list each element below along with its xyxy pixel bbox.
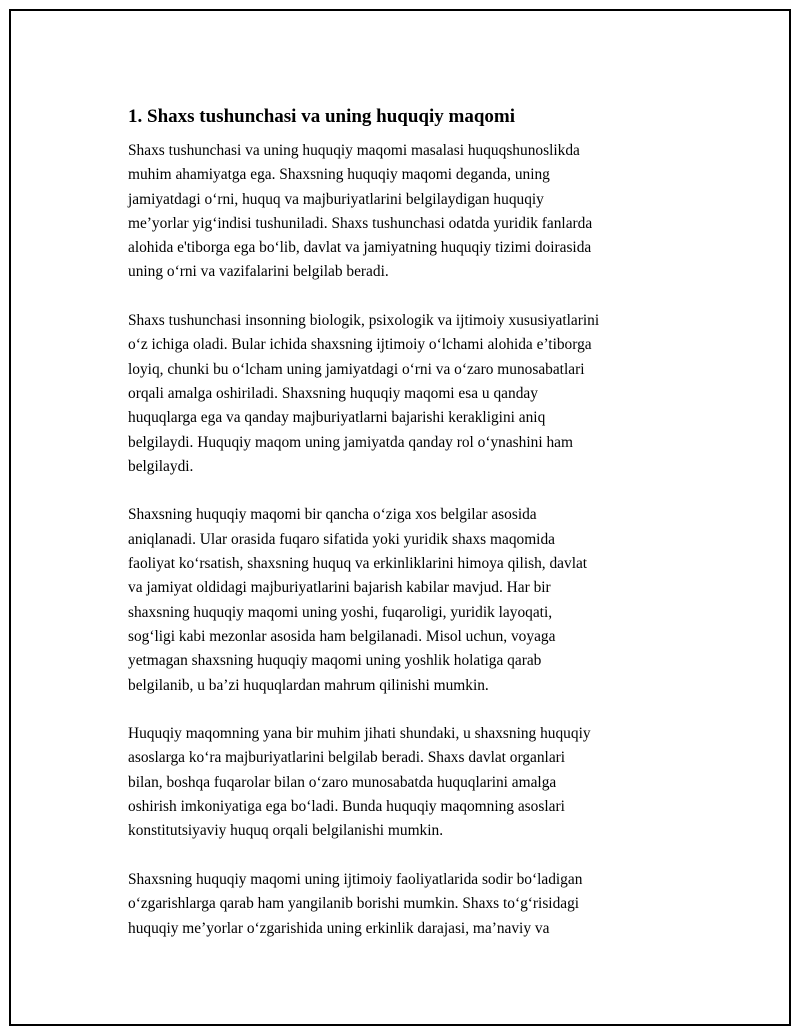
document-page — [9, 9, 791, 1026]
paragraph-5: Shaxsning huquqiy maqomi uning ijtimoiy faoliyatlarida sodir bo‘ladigan o‘zgarishlarga qarab ham yangilanib borishi mumkin. Shaxs to‘g‘risidagi huquqiy me’yorlar o‘zgarishida uning erkinlik darajasi, ma’naviy va — [128, 870, 583, 937]
paragraph-4: Huquqiy maqomning yana bir muhim jihati shundaki, u shaxsning huquqiy asoslarga ko‘ra majburiyatlarini belgilab beradi. Shaxs davlat organlari bilan, boshqa fuqarolar bilan o‘zaro munosabatda huquqlarini amalga oshirish imkoniyatiga ega bo‘ladi. Bunda huquqiy maqomning asoslari konstitutsiyaviy huquq orqali belgilanishi mumkin. — [128, 725, 591, 840]
paragraph-2: Shaxs tushunchasi insonning biologik, psixologik va ijtimoiy xususiyatlarini o‘z ichiga oladi. Bular ichida shaxsning ijtimoiy o‘lchami alohida e’tiborga loyiq, chunki bu o‘lcham uning jamiyatdagi o‘rni va o‘zaro munosabatlari orqali amalga oshiriladi. Shaxsning huquqiy maqomi esa u qanday huquqlarga ega va qanday majburiyatlarni bajarishi kerakligini aniq belgilaydi. Huquqiy maqom uning jamiyatda qanday rol o‘ynashini ham belgilaydi. — [128, 312, 600, 475]
paragraph-1: Shaxs tushunchasi va uning huquqiy maqomi masalasi huquqshunoslikda muhim ahamiyatga ega. Shaxsning huquqiy maqomi deganda, uning jamiyatdagi o‘rni, huquq va majburiyatlarini belgilaydigan huquqiy me’yorlar yig‘indisi tushuniladi. Shaxs tushunchasi odatda yuridik fanlarda alohida e'tiborga ega bo‘lib, davlat va jamiyatning huquqiy tizimi doirasida uning o‘rni va vazifalarini belgilab beradi. — [128, 142, 593, 281]
section-heading: 1. Shaxs tushunchasi va uning huquqiy maqomi — [128, 106, 516, 127]
page-content — [128, 104, 708, 965]
paragraph-3: Shaxsning huquqiy maqomi bir qancha o‘ziga xos belgilar asosida aniqlanadi. Ular orasida fuqaro sifatida yoki yuridik shaxs maqomida faoliyat ko‘rsatish, shaxsning huquq va erkinliklarini himoya qilish, davlat va jamiyat oldidagi majburiyatlarini bajarish kabilar mavjud. Har bir shaxsning huquqiy maqomi uning yoshi, fuqaroligi, yuridik layoqati, sog‘ligi kabi mezonlar asosida ham belgilanadi. Misol uchun, voyaga yetmagan shaxsning huquqiy maqomi uning yoshlik holatiga qarab belgilanib, u ba’zi huquqlardan mahrum qilinishi mumkin. — [128, 506, 588, 694]
